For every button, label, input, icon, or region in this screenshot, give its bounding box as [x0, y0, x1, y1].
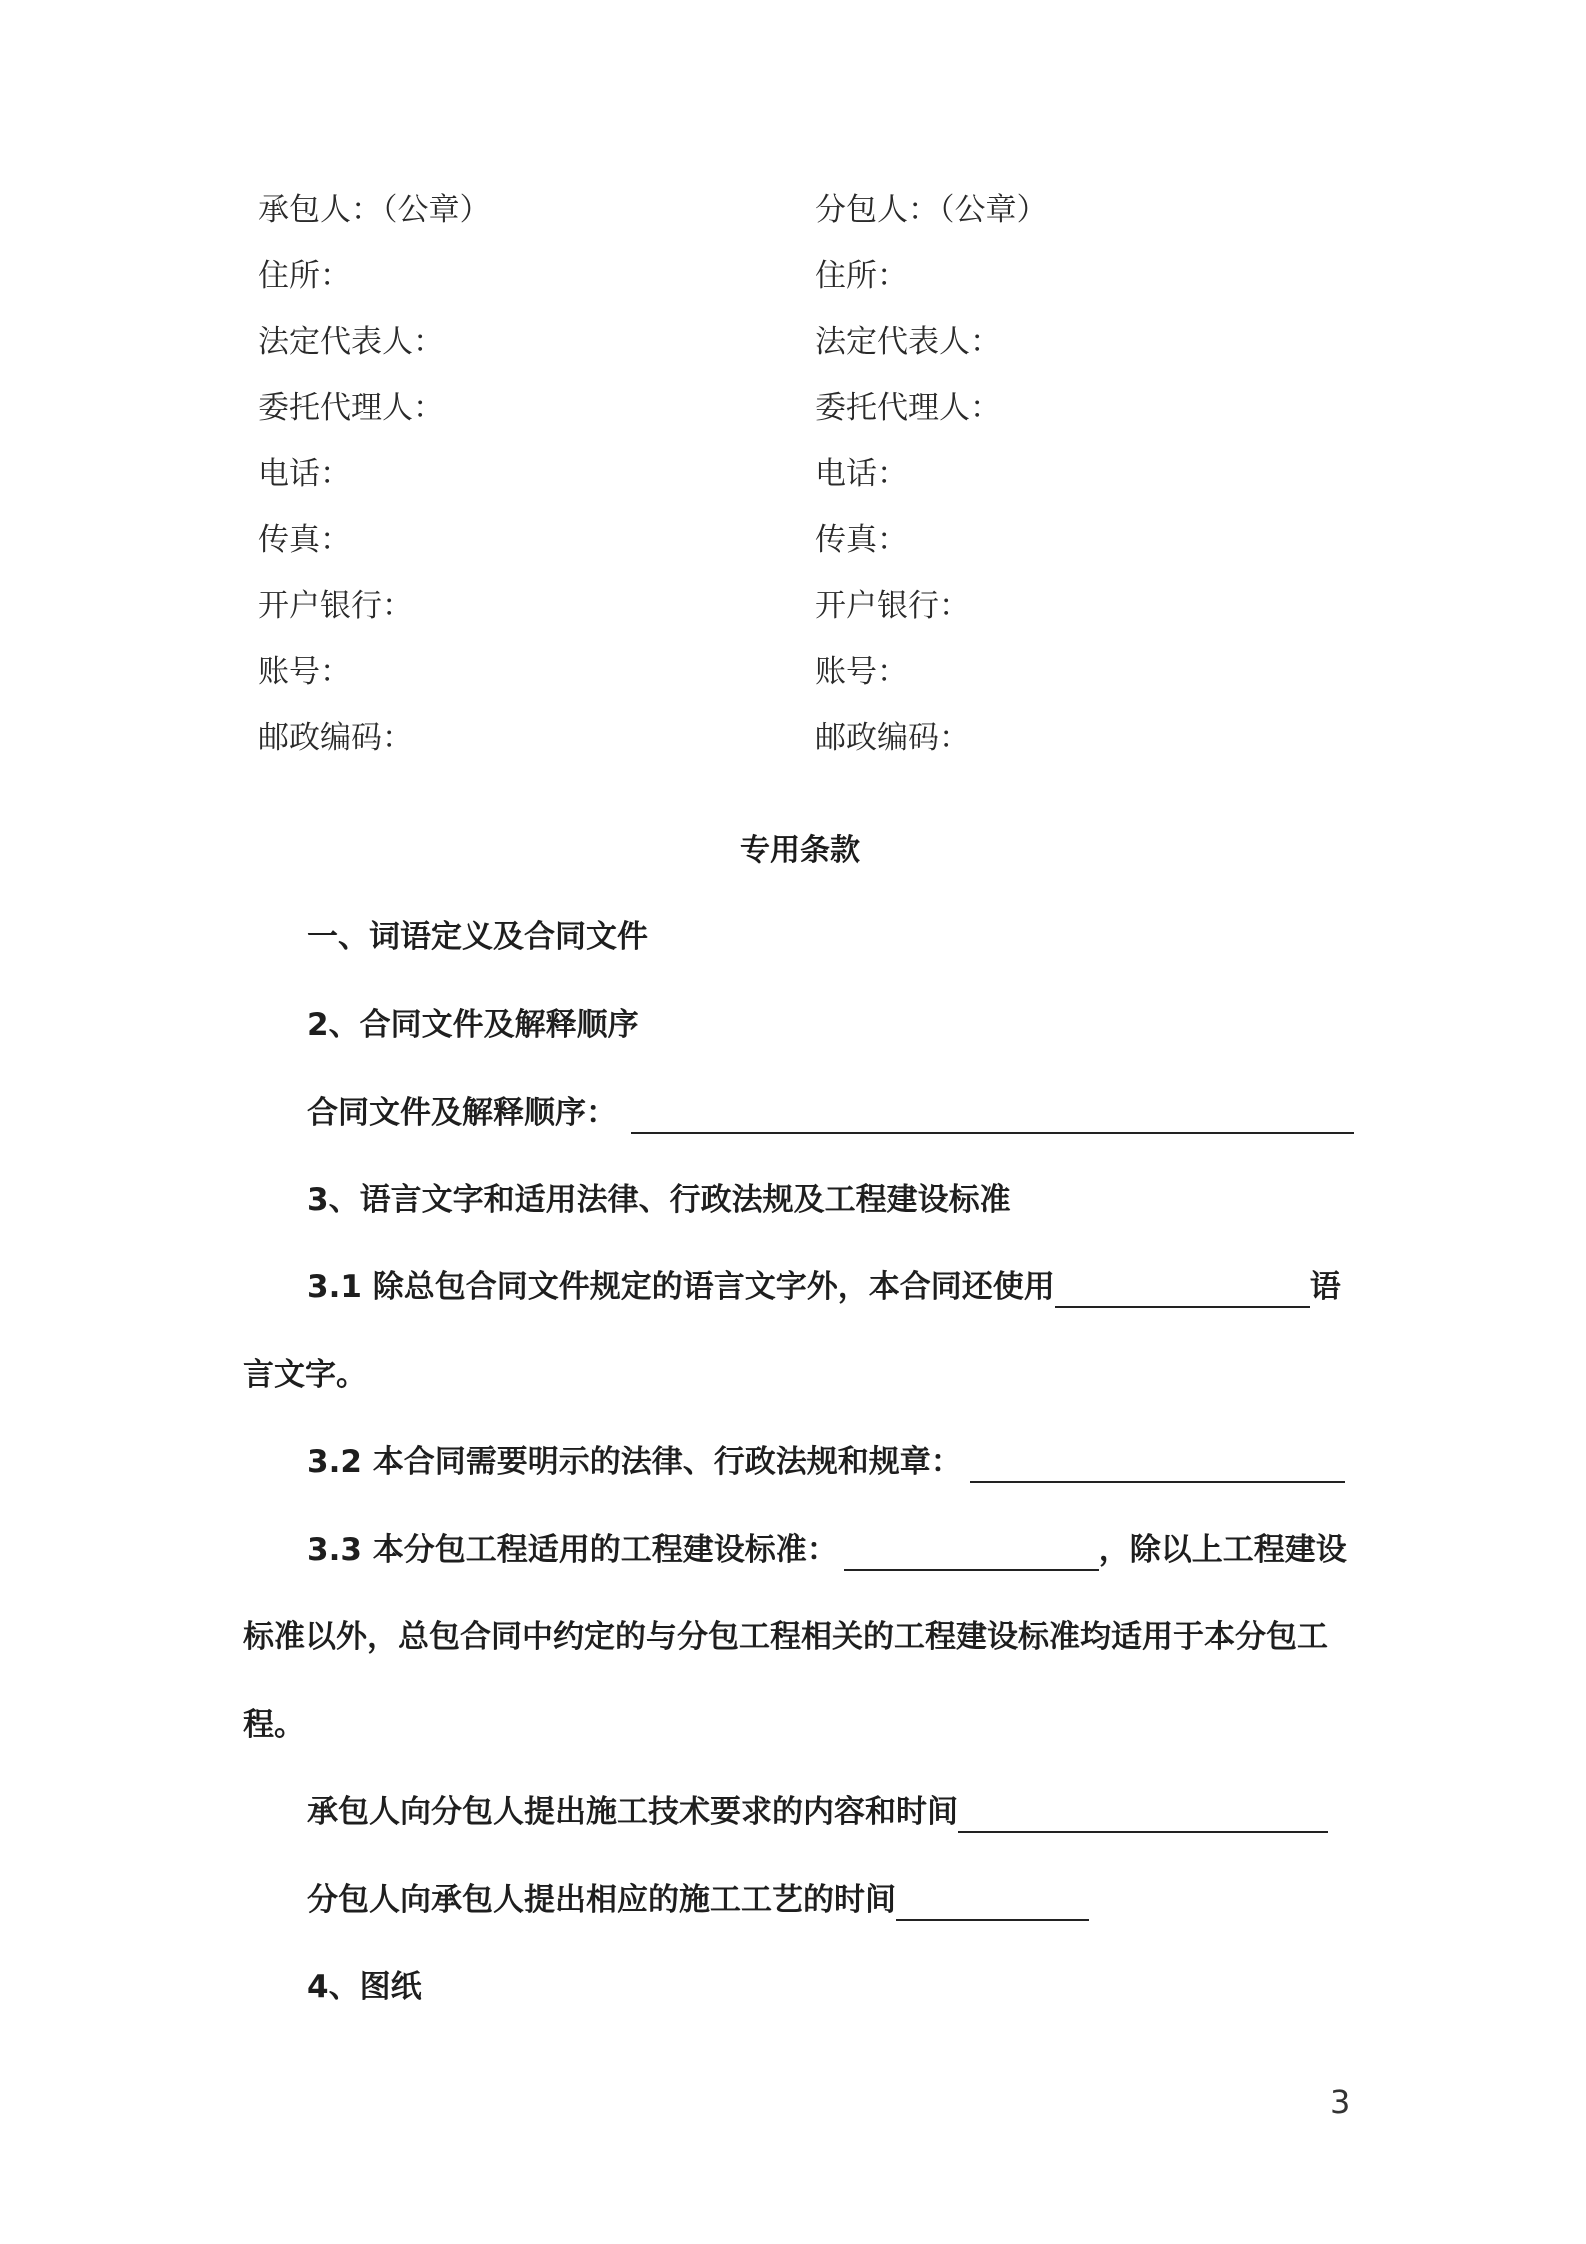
document-order-blank[interactable]: [631, 1088, 1354, 1134]
subcontractor-phone-label: 电话：: [815, 456, 908, 492]
subcontractor-legal-rep-label: 法定代表人：: [815, 324, 1001, 360]
clause-3-3-tail: ，除以上工程建设: [1098, 1532, 1347, 1568]
process-time-text: 分包人向承包人提出相应的施工工艺的时间: [307, 1882, 896, 1918]
clause-3-3-end: 程。: [243, 1707, 305, 1743]
subcontractor-address-label: 住所：: [815, 258, 908, 294]
contractor-postcode-label: 邮政编码：: [258, 720, 413, 756]
contractor-bank-label: 开户银行：: [258, 588, 413, 624]
clause-3-1-continuation: 言文字。: [243, 1357, 367, 1393]
clause-3-3: [307, 1525, 1347, 1575]
clause-3-3-continuation: 标准以外，总包合同中约定的与分包工程相关的工程建设标准均适用于本分包工: [243, 1619, 1328, 1655]
process-time-blank[interactable]: [896, 1875, 1089, 1921]
subcontractor-info-column: [815, 185, 1048, 779]
clause-3-1-text: 3.1 除总包合同文件规定的语言文字外，本合同还使用: [307, 1269, 1055, 1305]
contractor-address-label: 住所：: [258, 258, 351, 294]
clause-3-3-text: 3.3 本分包工程适用的工程建设标准：: [307, 1532, 838, 1568]
contractor-info-column: [258, 185, 491, 779]
clause-process-time: [307, 1875, 1089, 1925]
tech-requirements-blank[interactable]: [958, 1787, 1328, 1833]
section-title: 专用条款: [740, 833, 860, 868]
heading-language-law: 3、语言文字和适用法律、行政法规及工程建设标准: [307, 1182, 1011, 1218]
clause-3-1: [307, 1262, 1341, 1312]
heading-contract-documents: 2、合同文件及解释顺序: [307, 1007, 639, 1043]
clause-3-1-suffix: 语: [1309, 1269, 1341, 1305]
contractor-account-label: 账号：: [258, 654, 351, 690]
tech-requirements-text: 承包人向分包人提出施工技术要求的内容和时间: [307, 1794, 958, 1830]
clause-3-2: [307, 1437, 1345, 1487]
subcontractor-fax-label: 传真：: [815, 522, 908, 558]
subcontractor-bank-label: 开户银行：: [815, 588, 970, 624]
clause-document-order: [307, 1088, 1354, 1138]
heading-drawings: 4、图纸: [307, 1969, 422, 2005]
subcontractor-postcode-label: 邮政编码：: [815, 720, 970, 756]
contractor-fax-label: 传真：: [258, 522, 351, 558]
subcontractor-account-label: 账号：: [815, 654, 908, 690]
clause-3-2-text: 3.2 本合同需要明示的法律、行政法规和规章：: [307, 1444, 962, 1480]
contractor-phone-label: 电话：: [258, 456, 351, 492]
contractor-legal-rep-label: 法定代表人：: [258, 324, 444, 360]
contractor-seal-label: 承包人：（公章）: [258, 192, 491, 228]
subcontractor-agent-label: 委托代理人：: [815, 390, 1001, 426]
document-order-label: 合同文件及解释顺序：: [307, 1095, 617, 1131]
page-number: 3: [1330, 2083, 1351, 2121]
subcontractor-seal-label: 分包人：（公章）: [815, 192, 1048, 228]
contractor-agent-label: 委托代理人：: [258, 390, 444, 426]
standards-blank[interactable]: [844, 1525, 1099, 1571]
language-blank[interactable]: [1055, 1262, 1310, 1308]
heading-definitions: 一、词语定义及合同文件: [307, 919, 648, 955]
laws-blank[interactable]: [970, 1437, 1345, 1483]
clause-tech-requirements: [307, 1787, 1328, 1837]
